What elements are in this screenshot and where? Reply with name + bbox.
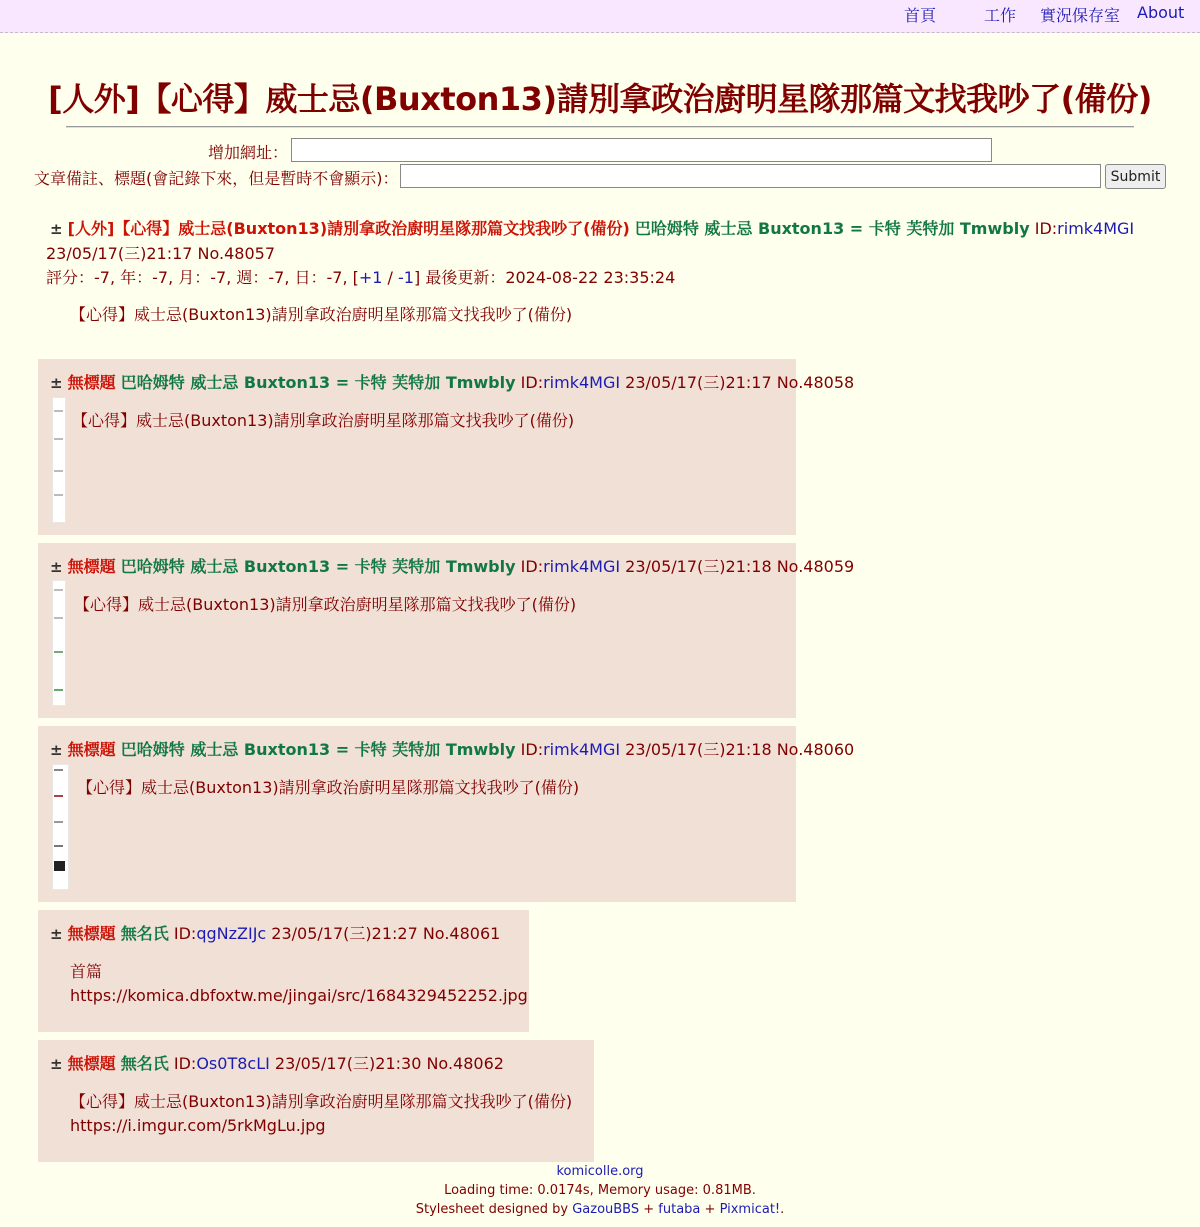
op-id[interactable]: rimk4MGI — [1057, 219, 1135, 238]
op-title: [人外]【心得】威士忌(Buxton13)請別拿政治廚明星隊那篇文找我吵了(備份) — [67, 219, 630, 238]
footer-plus: + — [700, 1202, 720, 1217]
gazoubbs-link[interactable]: GazouBBS — [572, 1202, 640, 1217]
note-label: 文章備註、標題(會記錄下來，但是暫時不會顯示)： — [34, 169, 399, 188]
reply-id-label: ID: — [520, 740, 544, 759]
reply-toggle-icon[interactable]: ± — [50, 741, 63, 759]
pixmicat-link[interactable]: Pixmicat! — [719, 1202, 781, 1217]
reply-poster-name: 巴哈姆特 威士忌 Buxton13 = 卡特 芙特加 Tmwbly — [120, 557, 516, 576]
footer-credits — [0, 1202, 1200, 1217]
op-header — [50, 216, 1134, 239]
op-body: 【心得】威士忌(Buxton13)請別拿政治廚明星隊那篇文找我吵了(備份) — [70, 305, 573, 324]
reply-body-line: 【心得】威士忌(Buxton13)請別拿政治廚明星隊那篇文找我吵了(備份) — [77, 778, 580, 797]
footer-stats: Loading time: 0.0174s, Memory usage: 0.81MB. — [444, 1183, 756, 1198]
reply-poster-name: 無名氏 — [120, 1054, 169, 1073]
reply-date-no: 23/05/17(三)21:18 No.48060 — [625, 740, 855, 759]
reply-id-label: ID: — [520, 557, 544, 576]
nav-archive-link[interactable]: 實況保存室 — [1040, 6, 1121, 25]
reply-header — [50, 554, 854, 577]
reply-date-no: 23/05/17(三)21:27 No.48061 — [271, 924, 501, 943]
reply-body-line: 【心得】威士忌(Buxton13)請別拿政治廚明星隊那篇文找我吵了(備份) — [74, 595, 577, 614]
footer-site-link[interactable]: komicolle.org — [556, 1164, 644, 1179]
reply-title: 無標題 — [67, 373, 116, 392]
reply-image-thumbnail[interactable] — [52, 764, 69, 890]
reply-toggle-icon[interactable]: ± — [50, 1055, 63, 1073]
reply-id-label: ID: — [173, 924, 197, 943]
nav-about-link[interactable]: About — [1137, 3, 1185, 22]
page-title: [人外]【心得】威士忌(Buxton13)請別拿政治廚明星隊那篇文找我吵了(備份) — [48, 80, 1152, 118]
footer-period: . — [780, 1202, 785, 1217]
reply-post — [38, 543, 855, 718]
reply-image-thumbnail[interactable] — [52, 580, 66, 706]
op-date-no: 23/05/17(三)21:17 No.48057 — [46, 244, 276, 263]
reply-date-no: 23/05/17(三)21:17 No.48058 — [625, 373, 855, 392]
top-bar — [0, 0, 1200, 33]
reply-toggle-icon[interactable]: ± — [50, 925, 63, 943]
reply-header — [50, 921, 500, 944]
op-score-line — [46, 265, 675, 288]
title-divider — [66, 126, 1134, 128]
reply-poster-name: 巴哈姆特 威士忌 Buxton13 = 卡特 芙特加 Tmwbly — [120, 740, 516, 759]
reply-id[interactable]: Os0T8cLI — [196, 1054, 270, 1073]
reply-post — [38, 359, 855, 535]
reply-poster-name: 無名氏 — [120, 924, 169, 943]
reply-body-line: 首篇 — [70, 962, 103, 981]
op-score-suffix: ] 最後更新：2024-08-22 23:35:24 — [413, 268, 676, 287]
reply-image-thumbnail[interactable] — [52, 397, 66, 523]
reply-body-line: 【心得】威士忌(Buxton13)請別拿政治廚明星隊那篇文找我吵了(備份) — [72, 411, 575, 430]
reply-header — [50, 1051, 504, 1074]
reply-id-label: ID: — [173, 1054, 197, 1073]
futaba-link[interactable]: futaba — [658, 1202, 701, 1217]
reply-post — [38, 910, 529, 1032]
op-score-prefix: 評分：-7, 年：-7, 月：-7, 週：-7, 日：-7, [ — [46, 268, 359, 287]
url-input[interactable] — [291, 138, 992, 162]
reply-toggle-icon[interactable]: ± — [50, 374, 63, 392]
op-id-label: ID: — [1034, 219, 1058, 238]
reply-post — [38, 726, 855, 902]
reply-body-url: https://komica.dbfoxtw.me/jingai/src/1684329452252.jpg — [70, 986, 528, 1005]
submit-button[interactable]: Submit — [1105, 164, 1166, 189]
op-toggle-icon[interactable]: ± — [50, 220, 63, 238]
reply-id[interactable]: rimk4MGI — [543, 557, 621, 576]
reply-header — [50, 737, 854, 760]
footer-site — [0, 1164, 1200, 1179]
vote-down-link[interactable]: -1 — [398, 268, 414, 287]
reply-title: 無標題 — [67, 557, 116, 576]
reply-title: 無標題 — [67, 1054, 116, 1073]
reply-body-line: 【心得】威士忌(Buxton13)請別拿政治廚明星隊那篇文找我吵了(備份) — [70, 1092, 573, 1111]
reply-toggle-icon[interactable]: ± — [50, 558, 63, 576]
nav-work-link[interactable]: 工作 — [984, 6, 1017, 25]
reply-id[interactable]: qgNzZIJc — [196, 924, 267, 943]
reply-id[interactable]: rimk4MGI — [543, 373, 621, 392]
footer-credits-prefix: Stylesheet designed by — [415, 1202, 573, 1217]
reply-post — [38, 1040, 594, 1162]
reply-date-no: 23/05/17(三)21:18 No.48059 — [625, 557, 855, 576]
reply-title: 無標題 — [67, 740, 116, 759]
reply-header — [50, 370, 854, 393]
reply-poster-name: 巴哈姆特 威士忌 Buxton13 = 卡特 芙特加 Tmwbly — [120, 373, 516, 392]
url-label: 增加網址： — [208, 143, 289, 162]
vote-separator: / — [382, 268, 399, 287]
reply-body-url: https://i.imgur.com/5rkMgLu.jpg — [70, 1116, 326, 1135]
reply-id-label: ID: — [520, 373, 544, 392]
reply-id[interactable]: rimk4MGI — [543, 740, 621, 759]
footer-plus: + — [639, 1202, 659, 1217]
reply-date-no: 23/05/17(三)21:30 No.48062 — [274, 1054, 504, 1073]
reply-title: 無標題 — [67, 924, 116, 943]
note-input[interactable] — [400, 164, 1101, 188]
op-poster-name: 巴哈姆特 威士忌 Buxton13 = 卡特 芙特加 Tmwbly — [634, 219, 1030, 238]
nav-home-link[interactable]: 首頁 — [904, 6, 937, 25]
vote-up-link[interactable]: +1 — [358, 268, 383, 287]
